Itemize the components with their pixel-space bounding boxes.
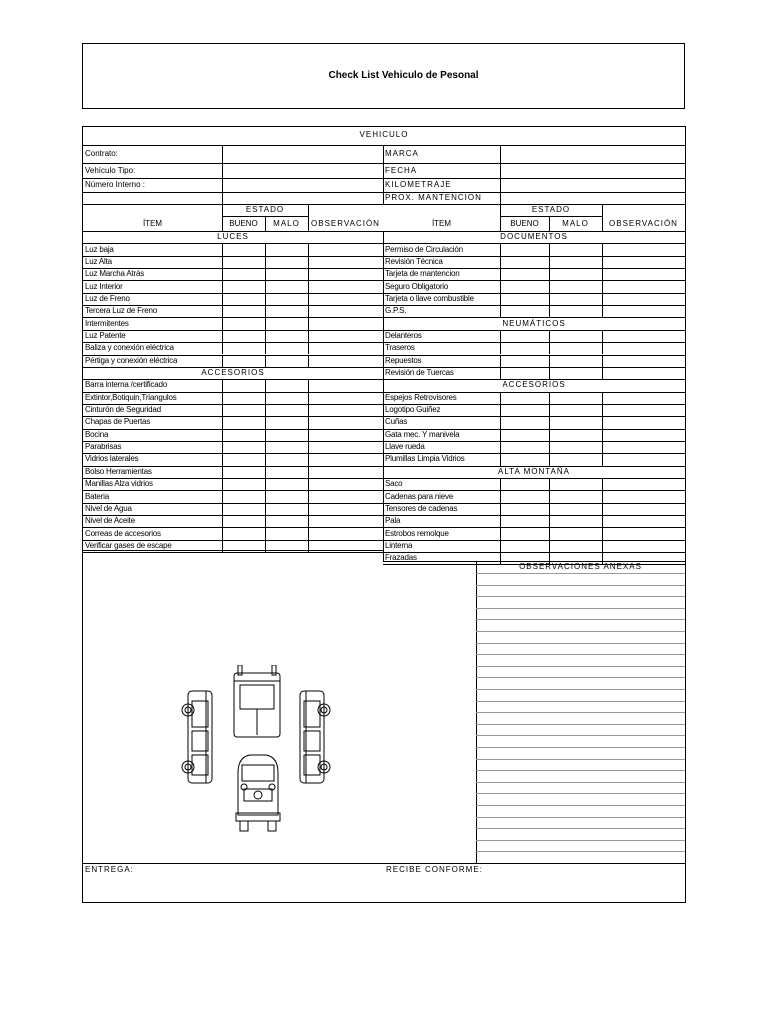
bueno-cell[interactable]	[500, 293, 549, 305]
observacion-line[interactable]	[476, 619, 685, 620]
observacion-cell[interactable]	[308, 243, 383, 255]
estado-header-left: ESTADO	[245, 205, 285, 214]
left-item-label: Extintor,Botiquin,Triangulos	[85, 392, 177, 402]
right-item-label: Permiso de Circulación	[385, 244, 463, 254]
bueno-cell[interactable]	[500, 305, 549, 317]
left-item-label: Luz de Freno	[85, 293, 130, 303]
right-item-label: Pala	[385, 516, 401, 526]
observacion-cell[interactable]	[602, 305, 685, 317]
malo-cell[interactable]	[549, 429, 602, 441]
info-kilometraje-label: KILOMETRAJE	[385, 180, 452, 189]
malo-cell[interactable]	[549, 280, 602, 292]
malo-cell[interactable]	[549, 540, 602, 552]
bueno-cell[interactable]	[500, 478, 549, 490]
checklist-form	[82, 126, 686, 903]
observacion-line[interactable]	[476, 666, 685, 667]
malo-cell[interactable]	[549, 342, 602, 354]
observacion-cell[interactable]	[308, 441, 383, 453]
malo-cell[interactable]	[265, 441, 308, 453]
observacion-cell[interactable]	[308, 379, 383, 391]
observacion-line[interactable]	[476, 585, 685, 586]
malo-cell[interactable]	[549, 416, 602, 428]
left-item-label: Nivel de Aceite	[85, 516, 135, 526]
left-item-label: Luz Alta	[85, 256, 112, 266]
malo-cell[interactable]	[265, 515, 308, 527]
info-contrato-label: Contrato:	[85, 149, 118, 158]
observacion-line[interactable]	[476, 689, 685, 690]
bueno-cell[interactable]	[222, 466, 265, 478]
bueno-cell[interactable]	[222, 256, 265, 268]
left-item-label: Barra interna /certificado	[85, 380, 167, 390]
left-item-label: Baliza y conexión eléctrica	[85, 343, 174, 353]
malo-cell[interactable]	[549, 256, 602, 268]
left-section-title: LUCES	[217, 232, 249, 242]
malo-cell[interactable]	[265, 256, 308, 268]
observacion-cell[interactable]	[602, 441, 685, 453]
left-item-label: Verificar gases de escape	[85, 540, 172, 550]
right-item-label: Cadenas para nieve	[385, 491, 454, 501]
observacion-line[interactable]	[476, 573, 685, 574]
observacion-cell[interactable]	[308, 268, 383, 280]
obs-header-right: OBSERVACIÓN	[609, 219, 678, 228]
observacion-cell[interactable]	[602, 453, 685, 465]
malo-cell[interactable]	[265, 392, 308, 404]
left-item-label: Nivel de Agua	[85, 503, 132, 513]
observacion-cell[interactable]	[602, 478, 685, 490]
malo-cell[interactable]	[265, 342, 308, 354]
observacion-line[interactable]	[476, 759, 685, 760]
right-item-label: Repuestos	[385, 355, 422, 365]
right-item-label: Delanteros	[385, 330, 422, 340]
bueno-cell[interactable]	[500, 453, 549, 465]
bueno-header-left: BUENO	[229, 219, 258, 228]
malo-cell[interactable]	[265, 305, 308, 317]
malo-cell[interactable]	[549, 441, 602, 453]
left-item-label: Vidrios laterales	[85, 454, 139, 464]
malo-cell[interactable]	[265, 268, 308, 280]
observacion-cell[interactable]	[602, 515, 685, 527]
observacion-cell[interactable]	[308, 429, 383, 441]
observacion-cell[interactable]	[308, 527, 383, 539]
observacion-cell[interactable]	[602, 540, 685, 552]
observacion-line[interactable]	[476, 596, 685, 597]
title-box	[82, 43, 685, 109]
vehicle-header: VEHICULO	[359, 130, 409, 139]
bueno-cell[interactable]	[222, 429, 265, 441]
bueno-cell[interactable]	[500, 367, 549, 379]
left-item-label: Bocina	[85, 429, 109, 439]
bueno-cell[interactable]	[500, 515, 549, 527]
observacion-cell[interactable]	[602, 367, 685, 379]
malo-cell[interactable]	[549, 404, 602, 416]
observacion-line[interactable]	[476, 747, 685, 748]
right-item-label: Seguro Obligatorio	[385, 281, 449, 291]
bueno-cell[interactable]	[222, 527, 265, 539]
left-item-label: Parabrisas	[85, 442, 122, 452]
malo-cell[interactable]	[265, 416, 308, 428]
right-item-label: Espejos Retrovisores	[385, 392, 457, 402]
bueno-cell[interactable]	[222, 453, 265, 465]
van-right-side-icon	[300, 691, 330, 783]
estado-header-right: ESTADO	[531, 205, 571, 214]
left-item-label: Cinturón de Seguridad	[85, 405, 161, 415]
info-marca-label: MARCA	[385, 149, 419, 158]
van-front-view-icon	[236, 755, 280, 831]
observacion-line[interactable]	[476, 817, 685, 818]
bueno-cell[interactable]	[222, 416, 265, 428]
observacion-line[interactable]	[476, 712, 685, 713]
left-item-label: Luz baja	[85, 244, 114, 254]
malo-cell[interactable]	[549, 478, 602, 490]
bueno-cell[interactable]	[222, 280, 265, 292]
observacion-line[interactable]	[476, 701, 685, 702]
entrega-label: ENTREGA:	[85, 865, 134, 874]
bueno-cell[interactable]	[500, 256, 549, 268]
right-item-label: Tarjeta o llave combustible	[385, 293, 474, 303]
malo-cell[interactable]	[265, 404, 308, 416]
observacion-cell[interactable]	[308, 256, 383, 268]
observacion-cell[interactable]	[602, 404, 685, 416]
observacion-cell[interactable]	[308, 453, 383, 465]
malo-cell[interactable]	[549, 367, 602, 379]
observacion-line[interactable]	[476, 770, 685, 771]
bueno-cell[interactable]	[222, 355, 265, 367]
malo-cell[interactable]	[549, 503, 602, 515]
right-item-label: Saco	[385, 479, 403, 489]
bueno-cell[interactable]	[500, 490, 549, 502]
obs-header-left: OBSERVACIÓN	[311, 219, 380, 228]
bueno-cell[interactable]	[500, 503, 549, 515]
malo-cell[interactable]	[265, 330, 308, 342]
left-section-title: ACCESORIOS	[201, 368, 265, 378]
observacion-cell[interactable]	[602, 330, 685, 342]
left-item-label: Pértiga y conexión eléctrica	[85, 355, 178, 365]
bueno-cell[interactable]	[222, 490, 265, 502]
bueno-cell[interactable]	[222, 503, 265, 515]
observacion-cell[interactable]	[308, 466, 383, 478]
observacion-line[interactable]	[476, 805, 685, 806]
malo-cell[interactable]	[549, 392, 602, 404]
bueno-cell[interactable]	[500, 527, 549, 539]
observacion-cell[interactable]	[308, 330, 383, 342]
right-section-title: ALTA MONTAÑA	[497, 466, 570, 476]
observacion-cell[interactable]	[308, 515, 383, 527]
bueno-cell[interactable]	[500, 268, 549, 280]
right-item-label: Cuñas	[385, 417, 408, 427]
observacion-line[interactable]	[476, 654, 685, 655]
malo-cell[interactable]	[265, 379, 308, 391]
observacion-cell[interactable]	[308, 293, 383, 305]
right-item-label: Logotipo Guiñez	[385, 405, 441, 415]
right-item-label: Tarjeta de mantencion	[385, 269, 460, 279]
bueno-cell[interactable]	[222, 404, 265, 416]
bueno-cell[interactable]	[500, 342, 549, 354]
right-item-label: Estrobos remolque	[385, 528, 449, 538]
left-item-label: Tercera Luz de Freno	[85, 306, 158, 316]
van-top-view-icon	[234, 665, 280, 737]
malo-cell[interactable]	[265, 466, 308, 478]
left-item-label: Manillas Alza vidrios	[85, 479, 153, 489]
item-header-right: ÍTEM	[431, 219, 452, 228]
right-item-label: G.P.S.	[385, 306, 407, 316]
right-section-title: DOCUMENTOS	[500, 232, 568, 242]
observacion-line[interactable]	[476, 828, 685, 829]
observacion-cell[interactable]	[602, 527, 685, 539]
observacion-cell[interactable]	[602, 342, 685, 354]
bueno-cell[interactable]	[222, 392, 265, 404]
malo-cell[interactable]	[265, 355, 308, 367]
observacion-line[interactable]	[476, 677, 685, 678]
right-item-label: Revisión de Tuercas	[385, 368, 454, 378]
observacion-cell[interactable]	[602, 392, 685, 404]
observacion-cell[interactable]	[308, 342, 383, 354]
malo-cell[interactable]	[549, 527, 602, 539]
observacion-cell[interactable]	[308, 355, 383, 367]
malo-cell[interactable]	[265, 527, 308, 539]
bueno-cell[interactable]	[222, 293, 265, 305]
observacion-cell[interactable]	[308, 392, 383, 404]
bueno-cell[interactable]	[500, 416, 549, 428]
observacion-line[interactable]	[476, 782, 685, 783]
observacion-cell[interactable]	[602, 256, 685, 268]
right-item-label: Gata mec. Y manivela	[385, 429, 460, 439]
observacion-line[interactable]	[476, 840, 685, 841]
document-title: Check List Vehiculo de Pesonal	[328, 70, 479, 81]
left-item-label: Intermitentes	[85, 318, 129, 328]
malo-cell[interactable]	[549, 293, 602, 305]
right-item-label: Tensores de cadenas	[385, 503, 458, 513]
bueno-cell[interactable]	[222, 441, 265, 453]
bueno-cell[interactable]	[222, 515, 265, 527]
malo-header-left: MALO	[273, 219, 300, 228]
observacion-line[interactable]	[476, 643, 685, 644]
malo-cell[interactable]	[265, 293, 308, 305]
observaciones-title: OBSERVACIONES ANEXAS	[519, 562, 642, 571]
bueno-cell[interactable]	[222, 478, 265, 490]
bueno-cell[interactable]	[500, 540, 549, 552]
left-item-label: Bolso Herramientas	[85, 466, 152, 476]
bueno-header-right: BUENO	[510, 219, 539, 228]
right-item-label: Revisión Técnica	[385, 256, 443, 266]
left-item-label: Luz Marcha Atrás	[85, 269, 145, 279]
info-tipo-label: Vehículo Tipo:	[85, 166, 136, 175]
bueno-cell[interactable]	[222, 342, 265, 354]
observacion-cell[interactable]	[308, 490, 383, 502]
malo-cell[interactable]	[549, 268, 602, 280]
bueno-cell[interactable]	[500, 243, 549, 255]
observacion-cell[interactable]	[308, 404, 383, 416]
malo-cell[interactable]	[549, 515, 602, 527]
bueno-cell[interactable]	[222, 243, 265, 255]
right-item-label: Plumillas Limpia Vidrios	[385, 454, 465, 464]
van-left-side-icon	[182, 691, 212, 783]
info-prox-mantencion-label: PROX. MANTENCION	[385, 193, 482, 202]
malo-cell[interactable]	[265, 243, 308, 255]
malo-cell[interactable]	[265, 317, 308, 329]
left-item-label: Correas de accesorios	[85, 528, 161, 538]
bueno-cell[interactable]	[500, 392, 549, 404]
malo-cell[interactable]	[549, 330, 602, 342]
observacion-cell[interactable]	[602, 355, 685, 367]
bueno-cell[interactable]	[222, 305, 265, 317]
malo-cell[interactable]	[265, 429, 308, 441]
right-item-label: Frazadas	[385, 553, 417, 563]
observacion-line[interactable]	[476, 851, 685, 852]
right-item-label: Llave rueda	[385, 442, 425, 452]
right-item-label: Linterna	[385, 540, 413, 550]
observacion-cell[interactable]	[308, 503, 383, 515]
observacion-line[interactable]	[476, 735, 685, 736]
malo-cell[interactable]	[265, 280, 308, 292]
observacion-line[interactable]	[476, 631, 685, 632]
malo-cell[interactable]	[549, 453, 602, 465]
bueno-cell[interactable]	[222, 317, 265, 329]
info-fecha-label: FECHA	[385, 166, 418, 175]
observacion-cell[interactable]	[308, 280, 383, 292]
observacion-cell[interactable]	[602, 416, 685, 428]
bueno-cell[interactable]	[222, 330, 265, 342]
observacion-cell[interactable]	[602, 490, 685, 502]
left-item-label: Bateria	[85, 491, 109, 501]
malo-cell[interactable]	[265, 490, 308, 502]
observacion-cell[interactable]	[602, 429, 685, 441]
observacion-cell[interactable]	[602, 280, 685, 292]
bueno-cell[interactable]	[500, 355, 549, 367]
observacion-line[interactable]	[476, 793, 685, 794]
left-item-label: Chapas de Puertas	[85, 417, 151, 427]
right-section-title: ACCESORIOS	[502, 380, 566, 390]
observacion-cell[interactable]	[308, 305, 383, 317]
observacion-cell[interactable]	[602, 293, 685, 305]
malo-cell[interactable]	[265, 478, 308, 490]
right-section-title: NEUMÁTICOS	[502, 318, 566, 328]
bueno-cell[interactable]	[222, 379, 265, 391]
bueno-cell[interactable]	[500, 330, 549, 342]
observacion-cell[interactable]	[308, 416, 383, 428]
item-header-left: ÍTEM	[142, 219, 163, 228]
observacion-cell[interactable]	[602, 243, 685, 255]
bueno-cell[interactable]	[500, 429, 549, 441]
bueno-cell[interactable]	[500, 441, 549, 453]
bueno-cell[interactable]	[500, 404, 549, 416]
vehicle-diagram	[178, 665, 338, 837]
malo-cell[interactable]	[549, 243, 602, 255]
observacion-cell[interactable]	[602, 503, 685, 515]
info-interno-label: Número Interno :	[85, 180, 146, 189]
malo-cell[interactable]	[549, 305, 602, 317]
observacion-cell[interactable]	[308, 317, 383, 329]
left-item-label: Luz Patente	[85, 330, 126, 340]
left-item-label: Luz Interior	[85, 281, 123, 291]
observacion-line[interactable]	[476, 608, 685, 609]
observacion-cell[interactable]	[308, 478, 383, 490]
malo-header-right: MALO	[562, 219, 589, 228]
malo-cell[interactable]	[549, 355, 602, 367]
right-item-label: Traseros	[385, 343, 415, 353]
recibe-conforme-label: RECIBE CONFORME:	[386, 865, 483, 874]
malo-cell[interactable]	[265, 453, 308, 465]
observacion-line[interactable]	[476, 724, 685, 725]
bueno-cell[interactable]	[222, 268, 265, 280]
malo-cell[interactable]	[549, 490, 602, 502]
malo-cell[interactable]	[265, 503, 308, 515]
observacion-cell[interactable]	[602, 268, 685, 280]
bueno-cell[interactable]	[500, 280, 549, 292]
